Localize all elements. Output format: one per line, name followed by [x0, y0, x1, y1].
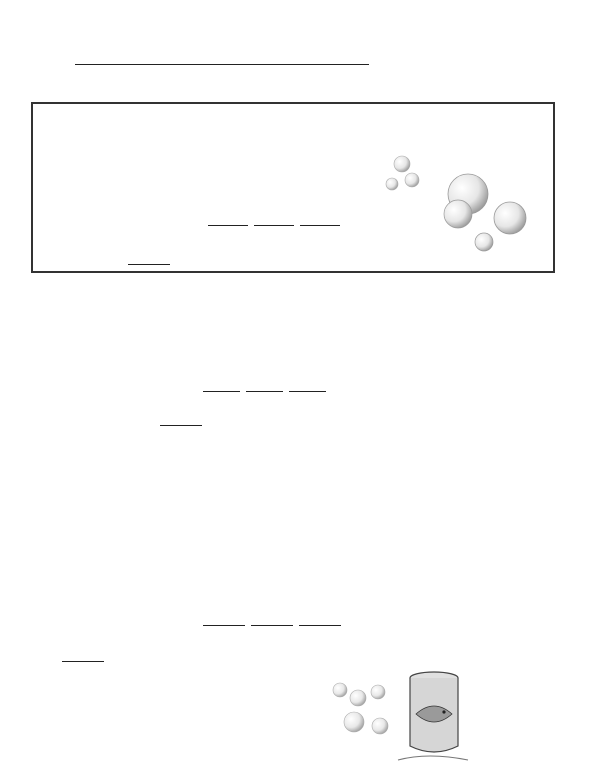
problem-1-equation — [203, 373, 326, 397]
problem-1-blank-a[interactable] — [203, 373, 240, 392]
problem-2-answer-blank[interactable] — [62, 643, 104, 662]
problem-2-blank-a[interactable] — [203, 607, 245, 626]
bubble-icon — [333, 683, 388, 734]
example-answer-sentence — [128, 242, 170, 270]
problem-1-blank-b[interactable] — [246, 373, 283, 392]
example-factor-a — [208, 203, 248, 226]
example-factor-b — [254, 203, 294, 226]
fish-food-can-icon — [398, 672, 468, 760]
bubble-icon — [386, 156, 526, 251]
fish-food-illustration — [328, 668, 478, 768]
problem-2-blank-result[interactable] — [299, 607, 341, 626]
example-product — [300, 203, 340, 226]
example-equation — [208, 203, 340, 226]
problem-1-answer-sentence — [160, 407, 202, 431]
problem-1-blank-result[interactable] — [289, 373, 326, 392]
bubbles-illustration — [380, 150, 540, 260]
problem-2-blank-b[interactable] — [251, 607, 293, 626]
name-input-line[interactable] — [75, 64, 369, 65]
example-answer-blank — [128, 242, 170, 265]
problem-2-answer-sentence — [62, 643, 104, 667]
problem-1-answer-blank[interactable] — [160, 407, 202, 426]
problem-2-equation — [203, 607, 341, 631]
